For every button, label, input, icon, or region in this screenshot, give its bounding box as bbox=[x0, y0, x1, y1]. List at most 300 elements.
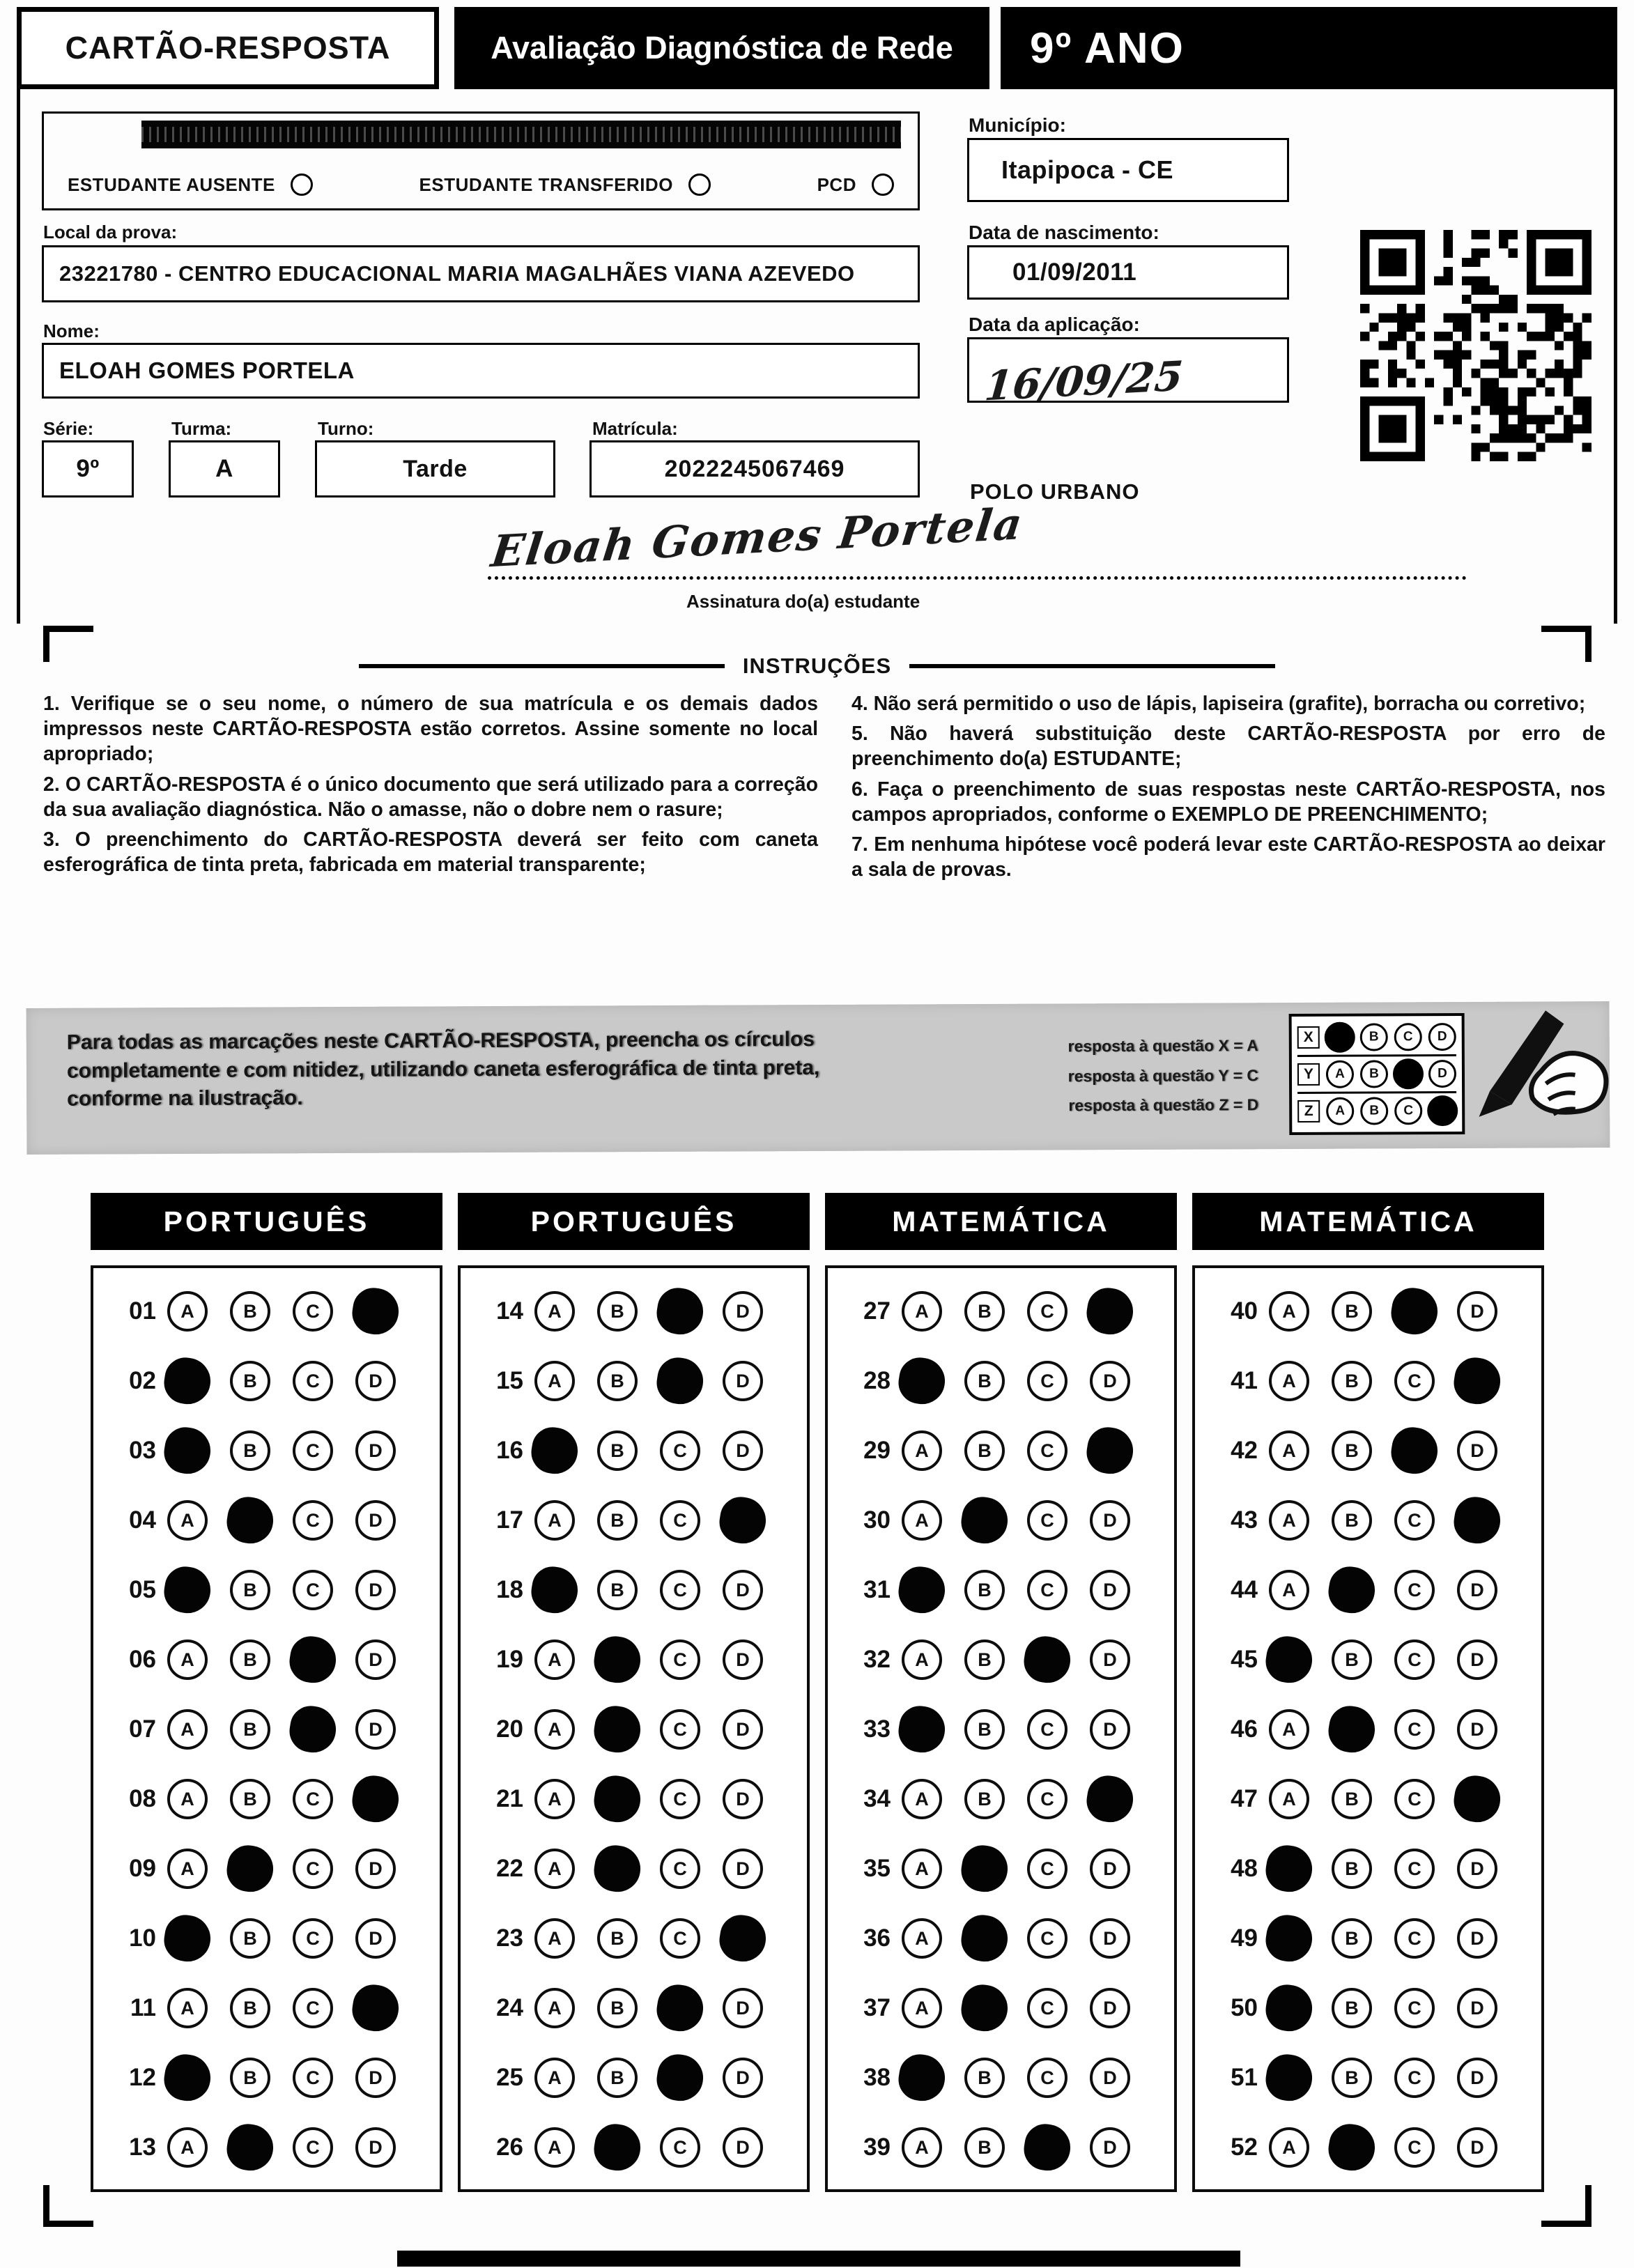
answer-row-q42 bbox=[1212, 1416, 1541, 1486]
bubble-A-q31-marked[interactable] bbox=[895, 1564, 948, 1617]
bubble-A-q04[interactable]: A bbox=[167, 1500, 208, 1541]
bubble-A-q09[interactable]: A bbox=[167, 1849, 208, 1889]
bubble-D-q44[interactable]: D bbox=[1457, 1570, 1497, 1610]
bubble-A-q18-marked[interactable] bbox=[528, 1564, 581, 1617]
example-bubble-B: B bbox=[1360, 1097, 1388, 1125]
bubble-D-q29-marked[interactable] bbox=[1084, 1424, 1136, 1477]
bubble-A-q45-marked[interactable] bbox=[1263, 1633, 1316, 1686]
bubble-C-q16[interactable]: C bbox=[660, 1430, 700, 1471]
qr-code bbox=[1360, 230, 1591, 461]
question-number: 20 bbox=[496, 1715, 523, 1743]
bubble-C-q49[interactable]: C bbox=[1394, 1918, 1435, 1959]
question-number: 03 bbox=[129, 1437, 156, 1464]
bubble-C-q22[interactable]: C bbox=[660, 1849, 700, 1889]
bubble-B-q30-marked[interactable] bbox=[958, 1494, 1011, 1547]
bubble-C-q09[interactable]: C bbox=[293, 1849, 333, 1889]
bubble-D-q37[interactable]: D bbox=[1090, 1988, 1130, 2028]
bubble-C-q30[interactable]: C bbox=[1027, 1500, 1068, 1541]
bubble-A-q25[interactable]: A bbox=[534, 2058, 575, 2098]
bubble-A-q41[interactable]: A bbox=[1269, 1361, 1309, 1401]
bubble-A-q14[interactable]: A bbox=[534, 1291, 575, 1332]
bubble-C-q17[interactable]: C bbox=[660, 1500, 700, 1541]
bubble-C-q40-marked[interactable] bbox=[1388, 1285, 1441, 1338]
bubble-B-q17[interactable]: B bbox=[597, 1500, 638, 1541]
bubble-C-q34[interactable]: C bbox=[1027, 1779, 1068, 1819]
checkbox-estudante-ausente[interactable] bbox=[291, 173, 313, 196]
nome-value: ELOAH GOMES PORTELA bbox=[59, 357, 355, 383]
bubble-A-q29[interactable]: A bbox=[902, 1430, 942, 1471]
bubble-B-q46-marked[interactable] bbox=[1325, 1703, 1378, 1756]
bubble-B-q36-marked[interactable] bbox=[958, 1912, 1011, 1965]
bubble-D-q36[interactable]: D bbox=[1090, 1918, 1130, 1959]
bubble-B-q07[interactable]: B bbox=[230, 1709, 270, 1750]
bubble-A-q27[interactable]: A bbox=[902, 1291, 942, 1332]
bubble-C-q14-marked[interactable] bbox=[654, 1285, 707, 1338]
question-number: 10 bbox=[129, 1924, 156, 1952]
bubble-C-q50[interactable]: C bbox=[1394, 1988, 1435, 2028]
question-number: 07 bbox=[129, 1715, 156, 1743]
bubble-D-q01-marked[interactable] bbox=[349, 1285, 402, 1338]
answer-row-q24 bbox=[477, 1973, 807, 2043]
bubble-C-q12[interactable]: C bbox=[293, 2058, 333, 2098]
example-question-id: Y bbox=[1297, 1063, 1320, 1086]
bubble-D-q14[interactable]: D bbox=[723, 1291, 763, 1332]
bubble-B-q35-marked[interactable] bbox=[958, 1842, 1011, 1895]
bubble-D-q03[interactable]: D bbox=[355, 1430, 396, 1471]
bubble-C-q04[interactable]: C bbox=[293, 1500, 333, 1541]
bubble-A-q42[interactable]: A bbox=[1269, 1430, 1309, 1471]
bubble-D-q16[interactable]: D bbox=[723, 1430, 763, 1471]
turma-field bbox=[169, 440, 280, 497]
bubble-D-q40[interactable]: D bbox=[1457, 1291, 1497, 1332]
question-number: 17 bbox=[496, 1506, 523, 1534]
bubble-C-q03[interactable]: C bbox=[293, 1430, 333, 1471]
bubble-A-q26[interactable]: A bbox=[534, 2127, 575, 2168]
bubble-B-q26-marked[interactable] bbox=[591, 2121, 644, 2174]
bubble-A-q39[interactable]: A bbox=[902, 2127, 942, 2168]
bubble-B-q14[interactable]: B bbox=[597, 1291, 638, 1332]
nome-label: Nome: bbox=[43, 321, 100, 341]
bubble-C-q38[interactable]: C bbox=[1027, 2058, 1068, 2098]
answer-row-q26 bbox=[477, 2113, 807, 2182]
bubble-D-q05[interactable]: D bbox=[355, 1570, 396, 1610]
bubble-C-q20[interactable]: C bbox=[660, 1709, 700, 1750]
bubble-A-q13[interactable]: A bbox=[167, 2127, 208, 2168]
bubble-D-q42[interactable]: D bbox=[1457, 1430, 1497, 1471]
bubble-A-q06[interactable]: A bbox=[167, 1640, 208, 1680]
question-number: 23 bbox=[496, 1924, 523, 1952]
bubble-A-q38-marked[interactable] bbox=[895, 2051, 948, 2104]
answer-row-q20 bbox=[477, 1695, 807, 1764]
bubble-D-q45[interactable]: D bbox=[1457, 1640, 1497, 1680]
bubble-D-q26[interactable]: D bbox=[723, 2127, 763, 2168]
bubble-C-q37[interactable]: C bbox=[1027, 1988, 1068, 2028]
bubble-A-q44[interactable]: A bbox=[1269, 1570, 1309, 1610]
bubble-C-q45[interactable]: C bbox=[1394, 1640, 1435, 1680]
bubble-B-q24[interactable]: B bbox=[597, 1988, 638, 2028]
bubble-C-q32-marked[interactable] bbox=[1021, 1633, 1074, 1686]
status-row bbox=[44, 173, 918, 196]
question-number: 01 bbox=[129, 1297, 156, 1325]
example-row-Y bbox=[1297, 1054, 1456, 1092]
bubble-B-q50[interactable]: B bbox=[1332, 1988, 1372, 2028]
bubble-D-q31[interactable]: D bbox=[1090, 1570, 1130, 1610]
bubble-B-q52-marked[interactable] bbox=[1325, 2121, 1378, 2174]
answer-row-q17 bbox=[477, 1486, 807, 1555]
example-bubble-A: A bbox=[1326, 1060, 1354, 1088]
question-number: 15 bbox=[496, 1367, 523, 1394]
bubble-D-q34-marked[interactable] bbox=[1084, 1773, 1136, 1826]
bubble-C-q05[interactable]: C bbox=[293, 1570, 333, 1610]
bubble-D-q07[interactable]: D bbox=[355, 1709, 396, 1750]
question-number: 39 bbox=[863, 2134, 891, 2161]
bubble-A-q35[interactable]: A bbox=[902, 1849, 942, 1889]
question-number: 43 bbox=[1231, 1506, 1258, 1534]
bubble-A-q52[interactable]: A bbox=[1269, 2127, 1309, 2168]
bubble-C-q25-marked[interactable] bbox=[654, 2051, 707, 2104]
bubble-A-q32[interactable]: A bbox=[902, 1640, 942, 1680]
bubble-B-q31[interactable]: B bbox=[964, 1570, 1005, 1610]
bubble-D-q51[interactable]: D bbox=[1457, 2058, 1497, 2098]
fill-example-band bbox=[26, 1001, 1610, 1155]
bubble-D-q32[interactable]: D bbox=[1090, 1640, 1130, 1680]
bubble-B-q27[interactable]: B bbox=[964, 1291, 1005, 1332]
bubble-A-q05-marked[interactable] bbox=[161, 1564, 214, 1617]
bubble-A-q16-marked[interactable] bbox=[528, 1424, 581, 1477]
bubble-B-q39[interactable]: B bbox=[964, 2127, 1005, 2168]
answer-row-q30 bbox=[845, 1486, 1174, 1555]
bubble-B-q23[interactable]: B bbox=[597, 1918, 638, 1959]
bubble-C-q21[interactable]: C bbox=[660, 1779, 700, 1819]
municipio-field bbox=[967, 138, 1289, 202]
bubble-B-q18[interactable]: B bbox=[597, 1570, 638, 1610]
bubble-C-q19[interactable]: C bbox=[660, 1640, 700, 1680]
bubble-B-q21-marked[interactable] bbox=[591, 1773, 644, 1826]
bubble-B-q11[interactable]: B bbox=[230, 1988, 270, 2028]
sheet-title: CARTÃO-RESPOSTA bbox=[17, 7, 439, 89]
bubble-C-q26[interactable]: C bbox=[660, 2127, 700, 2168]
bubble-C-q29[interactable]: C bbox=[1027, 1430, 1068, 1471]
bubble-D-q15[interactable]: D bbox=[723, 1361, 763, 1401]
aplicacao-field bbox=[967, 337, 1289, 410]
bubble-D-q48[interactable]: D bbox=[1457, 1849, 1497, 1889]
question-number: 21 bbox=[496, 1785, 523, 1812]
bubble-D-q46[interactable]: D bbox=[1457, 1709, 1497, 1750]
bubble-D-q17-marked[interactable] bbox=[716, 1494, 769, 1547]
bubble-C-q01[interactable]: C bbox=[293, 1291, 333, 1332]
bubble-D-q04[interactable]: D bbox=[355, 1500, 396, 1541]
answer-row-q25 bbox=[477, 2043, 807, 2113]
question-number: 47 bbox=[1231, 1785, 1258, 1812]
bubble-A-q49-marked[interactable] bbox=[1263, 1912, 1316, 1965]
example-label-y: resposta à questão Y = C bbox=[1068, 1065, 1259, 1085]
bubble-D-q10[interactable]: D bbox=[355, 1918, 396, 1959]
bubble-D-q28[interactable]: D bbox=[1090, 1361, 1130, 1401]
local-da-prova-field bbox=[42, 245, 920, 302]
bubble-D-q33[interactable]: D bbox=[1090, 1709, 1130, 1750]
bubble-B-q51[interactable]: B bbox=[1332, 2058, 1372, 2098]
question-number: 14 bbox=[496, 1297, 523, 1325]
status-pair-transferido bbox=[419, 173, 711, 196]
bubble-C-q02[interactable]: C bbox=[293, 1361, 333, 1401]
signature-label: Assinatura do(a) estudante bbox=[686, 591, 920, 612]
column-header-matematica-1: MATEMÁTICA bbox=[825, 1193, 1177, 1250]
bubble-A-q40[interactable]: A bbox=[1269, 1291, 1309, 1332]
bubble-D-q50[interactable]: D bbox=[1457, 1988, 1497, 2028]
question-number: 52 bbox=[1231, 2134, 1258, 2161]
bubble-C-q41[interactable]: C bbox=[1394, 1361, 1435, 1401]
bubble-A-q28-marked[interactable] bbox=[895, 1355, 948, 1407]
bubble-D-q23-marked[interactable] bbox=[716, 1912, 769, 1965]
bubble-C-q28[interactable]: C bbox=[1027, 1361, 1068, 1401]
bubble-C-q07-marked[interactable] bbox=[286, 1703, 339, 1756]
answer-box bbox=[825, 1265, 1177, 2192]
question-number: 38 bbox=[863, 2064, 891, 2091]
bubble-D-q47-marked[interactable] bbox=[1451, 1773, 1504, 1826]
signature-dotted-line bbox=[488, 549, 1467, 580]
bubble-B-q44-marked[interactable] bbox=[1325, 1564, 1378, 1617]
bubble-A-q34[interactable]: A bbox=[902, 1779, 942, 1819]
bubble-B-q43[interactable]: B bbox=[1332, 1500, 1372, 1541]
bubble-D-q19[interactable]: D bbox=[723, 1640, 763, 1680]
bubble-B-q20-marked[interactable] bbox=[591, 1703, 644, 1756]
bubble-B-q02[interactable]: B bbox=[230, 1361, 270, 1401]
bubble-C-q10[interactable]: C bbox=[293, 1918, 333, 1959]
bubble-B-q01[interactable]: B bbox=[230, 1291, 270, 1332]
bubble-A-q15[interactable]: A bbox=[534, 1361, 575, 1401]
nascimento-label: Data de nascimento: bbox=[969, 222, 1159, 243]
bubble-D-q24[interactable]: D bbox=[723, 1988, 763, 2028]
question-number: 19 bbox=[496, 1646, 523, 1673]
question-number: 22 bbox=[496, 1855, 523, 1882]
bubble-C-q23[interactable]: C bbox=[660, 1918, 700, 1959]
bubble-A-q01[interactable]: A bbox=[167, 1291, 208, 1332]
answer-row-q10 bbox=[110, 1904, 440, 1973]
bubble-B-q22-marked[interactable] bbox=[591, 1842, 644, 1895]
checkbox-estudante-transferido[interactable] bbox=[688, 173, 711, 196]
bubble-A-q50-marked[interactable] bbox=[1263, 1982, 1316, 2035]
turma-label: Turma: bbox=[171, 418, 232, 439]
bubble-A-q33-marked[interactable] bbox=[895, 1703, 948, 1756]
bubble-B-q06[interactable]: B bbox=[230, 1640, 270, 1680]
student-signature-handwriting: Eloah Gomes Portela bbox=[488, 497, 1026, 578]
bubble-D-q30[interactable]: D bbox=[1090, 1500, 1130, 1541]
header-gap bbox=[989, 7, 1001, 89]
bubble-D-q06[interactable]: D bbox=[355, 1640, 396, 1680]
bubble-C-q47[interactable]: C bbox=[1394, 1779, 1435, 1819]
bubble-D-q43-marked[interactable] bbox=[1451, 1494, 1504, 1547]
bubble-B-q42[interactable]: B bbox=[1332, 1430, 1372, 1471]
bubble-B-q05[interactable]: B bbox=[230, 1570, 270, 1610]
question-number: 49 bbox=[1231, 1924, 1258, 1952]
bubble-C-q36[interactable]: C bbox=[1027, 1918, 1068, 1959]
bubble-C-q43[interactable]: C bbox=[1394, 1500, 1435, 1541]
matricula-label: Matrícula: bbox=[592, 418, 678, 439]
answer-row-q35 bbox=[845, 1834, 1174, 1904]
bubble-C-q42-marked[interactable] bbox=[1388, 1424, 1441, 1477]
bubble-C-q31[interactable]: C bbox=[1027, 1570, 1068, 1610]
bubble-D-q12[interactable]: D bbox=[355, 2058, 396, 2098]
bubble-A-q48-marked[interactable] bbox=[1263, 1842, 1316, 1895]
bubble-C-q48[interactable]: C bbox=[1394, 1849, 1435, 1889]
bubble-B-q47[interactable]: B bbox=[1332, 1779, 1372, 1819]
bubble-C-q39-marked[interactable] bbox=[1021, 2121, 1074, 2174]
question-number: 08 bbox=[129, 1785, 156, 1812]
column-header-portugues-2: PORTUGUÊS bbox=[458, 1193, 810, 1250]
bubble-C-q52[interactable]: C bbox=[1394, 2127, 1435, 2168]
bubble-B-q13-marked[interactable] bbox=[224, 2121, 277, 2174]
bubble-D-q21[interactable]: D bbox=[723, 1779, 763, 1819]
answer-column-portugues-2 bbox=[458, 1193, 810, 2192]
bubble-D-q11-marked[interactable] bbox=[349, 1982, 402, 2035]
bubble-D-q49[interactable]: D bbox=[1457, 1918, 1497, 1959]
bubble-A-q10-marked[interactable] bbox=[161, 1912, 214, 1965]
instruction-item-4: 4. Não será permitido o uso de lápis, lapiseira (grafite), borracha ou corretivo; bbox=[851, 693, 1586, 715]
bubble-A-q17[interactable]: A bbox=[534, 1500, 575, 1541]
student-status-box bbox=[42, 111, 920, 210]
bubble-A-q12-marked[interactable] bbox=[161, 2051, 214, 2104]
bubble-D-q52[interactable]: D bbox=[1457, 2127, 1497, 2168]
turno-value: Tarde bbox=[403, 455, 468, 482]
bubble-D-q02[interactable]: D bbox=[355, 1361, 396, 1401]
serie-label: Série: bbox=[43, 418, 94, 439]
bubble-B-q15[interactable]: B bbox=[597, 1361, 638, 1401]
nascimento-value: 01/09/2011 bbox=[1012, 259, 1137, 286]
bubble-A-q03-marked[interactable] bbox=[161, 1424, 214, 1477]
turma-value: A bbox=[215, 455, 233, 482]
bubble-B-q37-marked[interactable] bbox=[958, 1982, 1011, 2035]
bubble-D-q20[interactable]: D bbox=[723, 1709, 763, 1750]
bubble-B-q49[interactable]: B bbox=[1332, 1918, 1372, 1959]
bubble-C-q11[interactable]: C bbox=[293, 1988, 333, 2028]
bubble-B-q33[interactable]: B bbox=[964, 1709, 1005, 1750]
answer-box bbox=[1192, 1265, 1544, 2192]
bubble-A-q20[interactable]: A bbox=[534, 1709, 575, 1750]
bubble-B-q32[interactable]: B bbox=[964, 1640, 1005, 1680]
bubble-B-q28[interactable]: B bbox=[964, 1361, 1005, 1401]
bubble-D-q13[interactable]: D bbox=[355, 2127, 396, 2168]
bubble-B-q25[interactable]: B bbox=[597, 2058, 638, 2098]
bubble-D-q09[interactable]: D bbox=[355, 1849, 396, 1889]
bubble-A-q08[interactable]: A bbox=[167, 1779, 208, 1819]
bubble-D-q22[interactable]: D bbox=[723, 1849, 763, 1889]
bubble-B-q16[interactable]: B bbox=[597, 1430, 638, 1471]
instruction-item-5: 5. Não haverá substituição deste CARTÃO-RESPOSTA por erro de preenchimento do(a) ESTUDANTE; bbox=[851, 723, 1605, 771]
bubble-B-q34[interactable]: B bbox=[964, 1779, 1005, 1819]
instructions-right-column bbox=[851, 691, 1605, 887]
answer-column-matematica-1 bbox=[825, 1193, 1177, 2192]
bubble-A-q23[interactable]: A bbox=[534, 1918, 575, 1959]
bubble-D-q18[interactable]: D bbox=[723, 1570, 763, 1610]
bubble-C-q46[interactable]: C bbox=[1394, 1709, 1435, 1750]
bubble-B-q08[interactable]: B bbox=[230, 1779, 270, 1819]
bubble-B-q41[interactable]: B bbox=[1332, 1361, 1372, 1401]
bubble-A-q22[interactable]: A bbox=[534, 1849, 575, 1889]
registration-mark-bottom-left bbox=[43, 2185, 93, 2227]
bubble-D-q25[interactable]: D bbox=[723, 2058, 763, 2098]
bubble-A-q43[interactable]: A bbox=[1269, 1500, 1309, 1541]
bubble-C-q51[interactable]: C bbox=[1394, 2058, 1435, 2098]
bubble-A-q30[interactable]: A bbox=[902, 1500, 942, 1541]
status-pair-pcd bbox=[817, 173, 894, 196]
bubble-B-q29[interactable]: B bbox=[964, 1430, 1005, 1471]
bubble-C-q15-marked[interactable] bbox=[654, 1355, 707, 1407]
bubble-C-q13[interactable]: C bbox=[293, 2127, 333, 2168]
bubble-B-q19-marked[interactable] bbox=[591, 1633, 644, 1686]
bubble-D-q27-marked[interactable] bbox=[1084, 1285, 1136, 1338]
bubble-D-q41-marked[interactable] bbox=[1451, 1355, 1504, 1407]
bubble-C-q08[interactable]: C bbox=[293, 1779, 333, 1819]
bubble-D-q08-marked[interactable] bbox=[349, 1773, 402, 1826]
question-number: 29 bbox=[863, 1437, 891, 1464]
instruction-item-2: 2. O CARTÃO-RESPOSTA é o único documento que será utilizado para a correção da sua avaliação diagnóstica. Não o amasse, não o dobre nem o rasure; bbox=[43, 773, 818, 821]
bubble-C-q18[interactable]: C bbox=[660, 1570, 700, 1610]
bubble-A-q11[interactable]: A bbox=[167, 1988, 208, 2028]
checkbox-pcd[interactable] bbox=[872, 173, 894, 196]
bubble-C-q24-marked[interactable] bbox=[654, 1982, 707, 2035]
answer-row-q21 bbox=[477, 1764, 807, 1834]
example-bubble-B: B bbox=[1360, 1060, 1388, 1088]
bubble-A-q24[interactable]: A bbox=[534, 1988, 575, 2028]
bubble-A-q47[interactable]: A bbox=[1269, 1779, 1309, 1819]
bubble-A-q46[interactable]: A bbox=[1269, 1709, 1309, 1750]
bubble-B-q04-marked[interactable] bbox=[224, 1494, 277, 1547]
answer-row-q39 bbox=[845, 2113, 1174, 2182]
bubble-D-q38[interactable]: D bbox=[1090, 2058, 1130, 2098]
bubble-B-q45[interactable]: B bbox=[1332, 1640, 1372, 1680]
bubble-B-q03[interactable]: B bbox=[230, 1430, 270, 1471]
bubble-B-q10[interactable]: B bbox=[230, 1918, 270, 1959]
bubble-A-q37[interactable]: A bbox=[902, 1988, 942, 2028]
answer-row-q40 bbox=[1212, 1276, 1541, 1346]
answer-row-q49 bbox=[1212, 1904, 1541, 1973]
example-bubble-D-marked bbox=[1427, 1095, 1458, 1126]
answer-row-q48 bbox=[1212, 1834, 1541, 1904]
bubble-D-q39[interactable]: D bbox=[1090, 2127, 1130, 2168]
bubble-C-q06-marked[interactable] bbox=[286, 1633, 339, 1686]
bubble-B-q40[interactable]: B bbox=[1332, 1291, 1372, 1332]
bubble-C-q27[interactable]: C bbox=[1027, 1291, 1068, 1332]
bubble-B-q12[interactable]: B bbox=[230, 2058, 270, 2098]
polo-urbano-label: POLO URBANO bbox=[970, 479, 1140, 504]
hand-pen-illustration bbox=[1470, 983, 1617, 1144]
example-label-z: resposta à questão Z = D bbox=[1068, 1095, 1259, 1115]
bubble-B-q38[interactable]: B bbox=[964, 2058, 1005, 2098]
answer-row-q31 bbox=[845, 1555, 1174, 1625]
bubble-A-q02-marked[interactable] bbox=[161, 1355, 214, 1407]
example-label-x: resposta à questão X = A bbox=[1068, 1036, 1258, 1056]
bubble-A-q21[interactable]: A bbox=[534, 1779, 575, 1819]
bubble-B-q48[interactable]: B bbox=[1332, 1849, 1372, 1889]
answer-row-q05 bbox=[110, 1555, 440, 1625]
answer-row-q45 bbox=[1212, 1625, 1541, 1695]
bubble-A-q07[interactable]: A bbox=[167, 1709, 208, 1750]
bubble-C-q35[interactable]: C bbox=[1027, 1849, 1068, 1889]
answer-column-matematica-2 bbox=[1192, 1193, 1544, 2192]
bubble-B-q09-marked[interactable] bbox=[224, 1842, 277, 1895]
answer-row-q29 bbox=[845, 1416, 1174, 1486]
bubble-A-q36[interactable]: A bbox=[902, 1918, 942, 1959]
bubble-A-q51-marked[interactable] bbox=[1263, 2051, 1316, 2104]
bubble-C-q33[interactable]: C bbox=[1027, 1709, 1068, 1750]
question-number: 44 bbox=[1231, 1576, 1258, 1603]
question-number: 34 bbox=[863, 1785, 891, 1812]
question-number: 31 bbox=[863, 1576, 891, 1603]
bubble-D-q35[interactable]: D bbox=[1090, 1849, 1130, 1889]
bubble-A-q19[interactable]: A bbox=[534, 1640, 575, 1680]
bubble-C-q44[interactable]: C bbox=[1394, 1570, 1435, 1610]
turno-field bbox=[315, 440, 555, 497]
